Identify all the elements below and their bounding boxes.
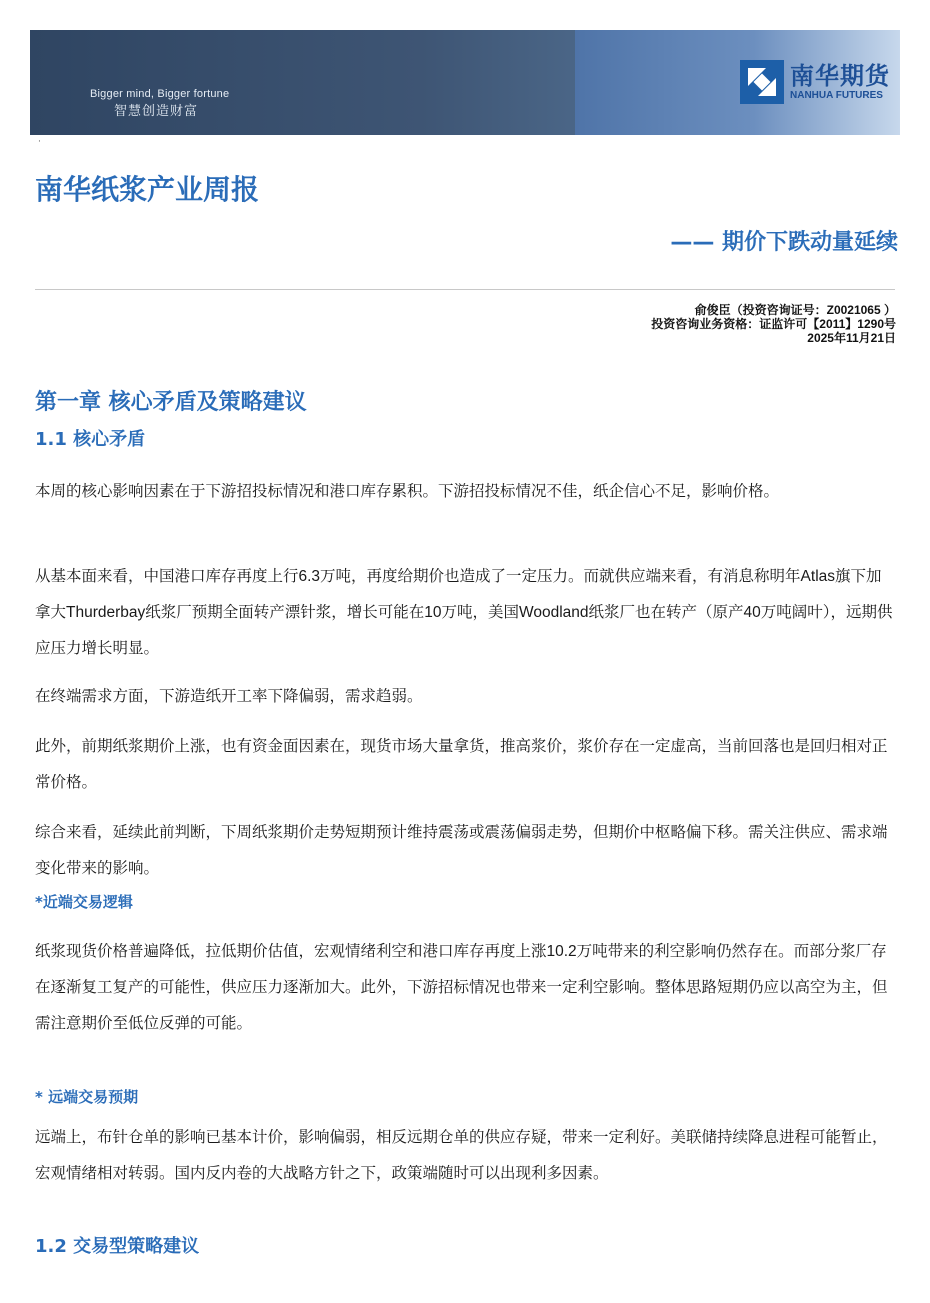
near-term-logic-text: 纸浆现货价格普遍降低，拉低期价估值，宏观情绪利空和港口库存再度上涨10.2万吨带来的利空影响仍然存在。而部分浆厂存在逐渐复工复产的可能性，供应压力逐渐加大。此外，下游招标情况也带来一定利空影响。整体思路短期仍应以高空为主，但需注意期价至低位反弹的可能。 — [35, 943, 888, 1032]
far-term-outlook-heading: * 远端交易预期 — [35, 1088, 139, 1106]
banner-slogan — [90, 87, 229, 120]
page-marker: · — [38, 137, 41, 147]
paragraph: 此外，前期纸浆期价上涨，也有资金面因素在，现货市场大量拿货，推高浆价，浆价存在一定虚高，当前回落也是回归相对正常价格。 — [35, 738, 888, 791]
report-meta — [651, 303, 896, 345]
logo-name-chinese: 南华期货 — [790, 62, 890, 90]
header-banner — [30, 30, 900, 135]
report-title: 南华纸浆产业周报 — [35, 173, 260, 206]
chapter-heading: 第一章 核心矛盾及策略建议 — [35, 390, 307, 415]
author-line: 俞俊臣（投资咨询证号：Z0021065 ） — [694, 303, 896, 317]
paragraph: 综合来看，延续此前判断，下周纸浆期价走势短期预计维持震荡或震荡偏弱走势，但期价中枢略偏下移。需关注供应、需求端变化带来的影响。 — [35, 824, 888, 877]
report-date: 2025年11月21日 — [807, 331, 896, 345]
far-term-outlook-text: 远端上，布针仓单的影响已基本计价，影响偏弱，相反远期仓单的供应存疑，带来一定利好。美联储持续降息进程可能暂止，宏观情绪相对转弱。国内反内卷的大战略方针之下，政策端随时可以出现利多因素。 — [35, 1129, 888, 1182]
near-term-logic-heading: *近端交易逻辑 — [35, 893, 133, 911]
section-heading-core-conflict: 1.1 核心矛盾 — [35, 429, 146, 450]
slogan-english: Bigger mind, Bigger fortune — [90, 88, 230, 100]
company-logo — [740, 60, 890, 104]
nanhua-logo-icon — [740, 60, 784, 104]
paragraph: 从基本面来看，中国港口库存再度上行6.3万吨，再度给期价也造成了一定压力。而就供应端来看，有消息称明年Atlas旗下加拿大Thurderbay纸浆厂预期全面转产漂针浆，增长可能在10万吨，美国Woodland纸浆厂也在转产（原产40万吨阔叶），远期供应压力增长明显。 — [35, 568, 893, 657]
license-line: 投资咨询业务资格：证监许可【2011】1290号 — [651, 317, 896, 331]
section-heading-strategy: 1.2 交易型策略建议 — [35, 1236, 200, 1257]
logo-name-english: NANHUA FUTURES — [790, 90, 883, 101]
paragraph: 在终端需求方面，下游造纸开工率下降偏弱，需求趋弱。 — [35, 688, 423, 705]
paragraph: 本周的核心影响因素在于下游招投标情况和港口库存累积。下游招投标情况不佳，纸企信心不足，影响价格。 — [35, 483, 780, 500]
report-subtitle: —— 期价下跌动量延续 — [670, 230, 898, 255]
title-divider — [35, 289, 895, 290]
slogan-chinese: 智慧创造财富 — [114, 103, 199, 118]
